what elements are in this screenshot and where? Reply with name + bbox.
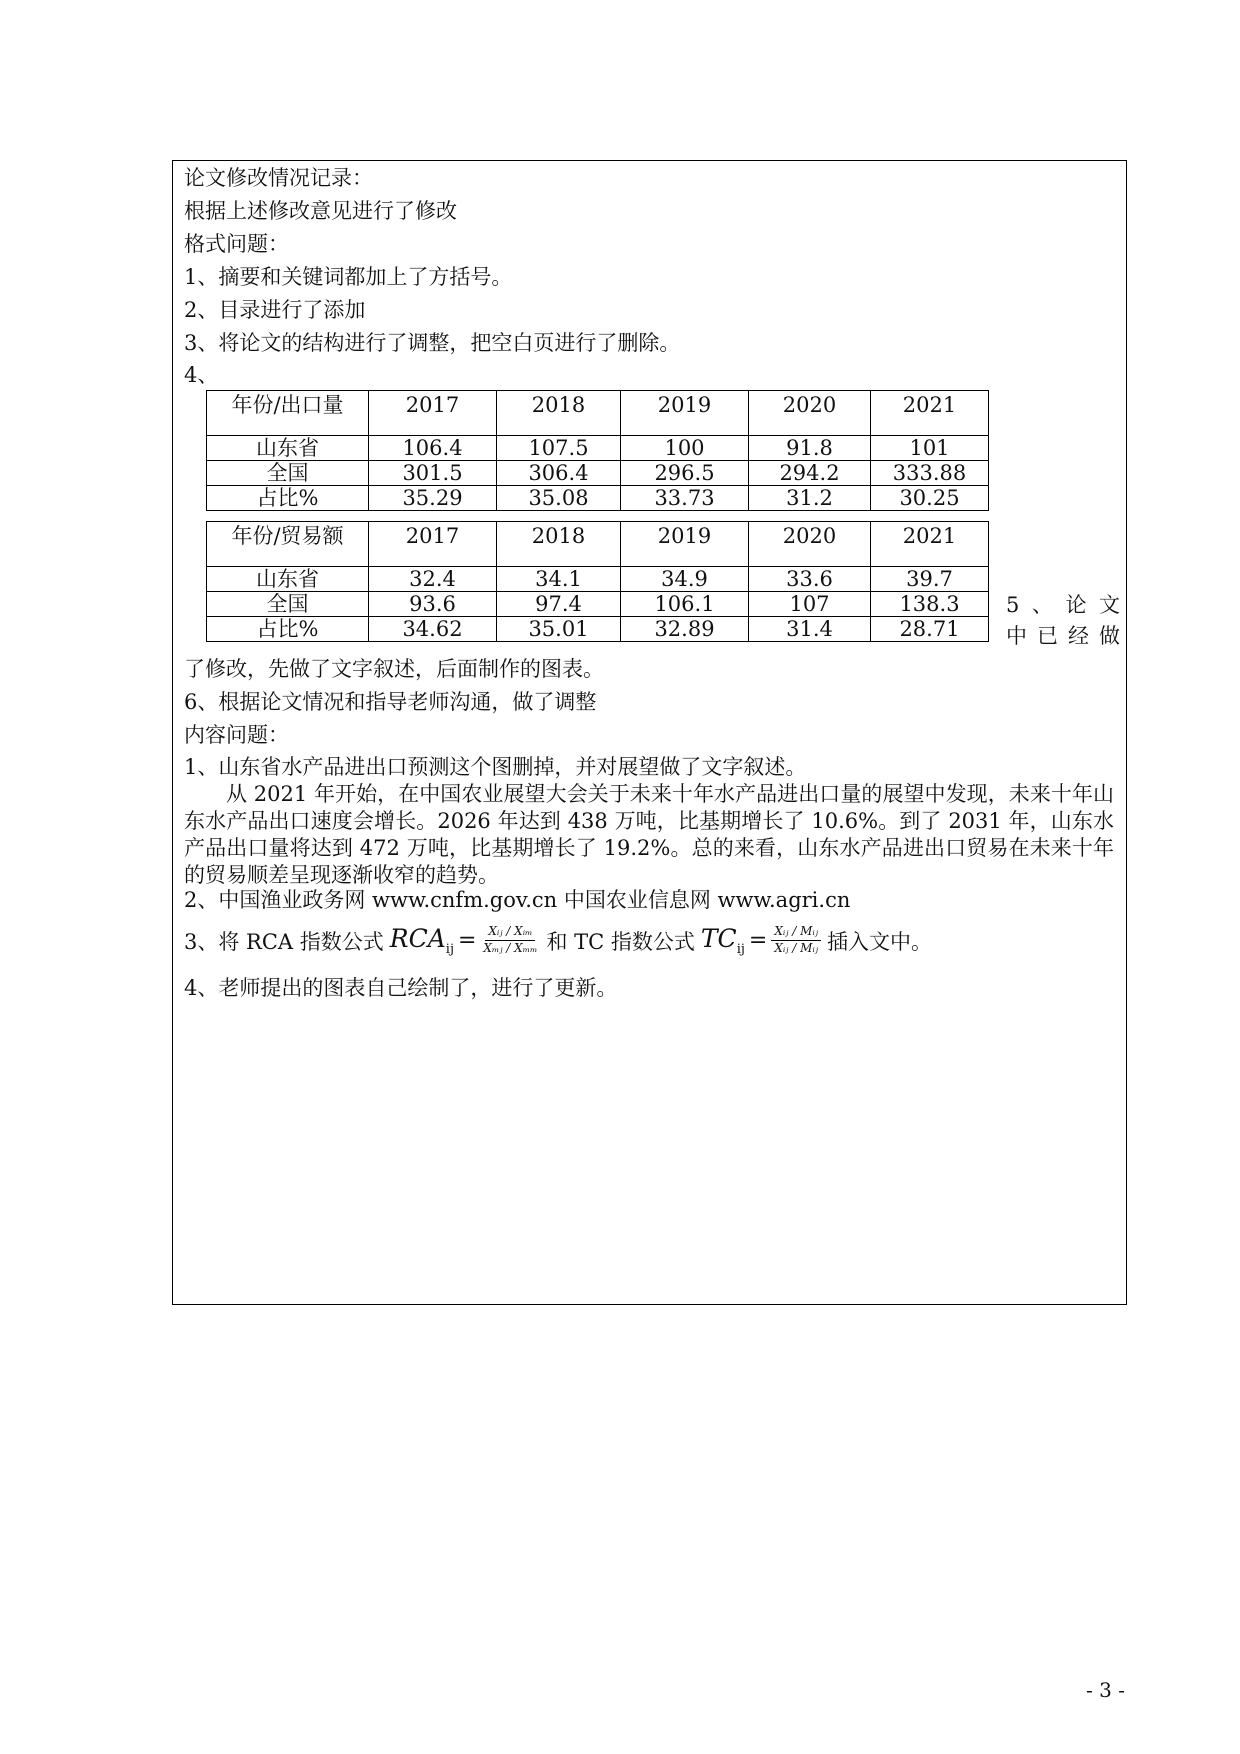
summary-line: 根据上述修改意见进行了修改 <box>184 199 457 223</box>
table-cell: 306.4 <box>497 461 621 486</box>
table-cell: 山东省 <box>207 567 369 592</box>
rca-formula-eq: = <box>457 928 477 953</box>
header-cell: 2018 <box>497 522 621 567</box>
format-heading: 格式问题： <box>184 232 289 256</box>
table-cell: 294.2 <box>749 461 871 486</box>
table-row <box>207 567 989 592</box>
table-cell: 301.5 <box>369 461 497 486</box>
content-heading: 内容问题： <box>184 723 289 747</box>
table-cell: 31.2 <box>749 486 871 511</box>
table-cell: 30.25 <box>871 486 989 511</box>
table-cell: 107 <box>749 592 871 617</box>
table-cell: 全国 <box>207 461 369 486</box>
record-title: 论文修改情况记录： <box>184 166 373 190</box>
rca-formula-lhs: RCA <box>389 924 446 953</box>
header-cell: 2018 <box>497 391 621 436</box>
header-cell: 2020 <box>749 522 871 567</box>
format-item-4: 4、 <box>184 363 219 387</box>
header-cell: 年份/贸易额 <box>207 522 369 567</box>
table-row <box>207 486 989 511</box>
table-cell: 93.6 <box>369 592 497 617</box>
table-cell: 33.6 <box>749 567 871 592</box>
content-item-3-mid: 和 TC 指数公式 <box>546 929 695 954</box>
table-row <box>207 436 989 461</box>
header-cell: 2019 <box>621 522 749 567</box>
table-header-row <box>207 391 989 436</box>
tc-formula-denominator: Xᵢⱼ / Mᵢⱼ <box>774 941 818 955</box>
table-cell: 35.08 <box>497 486 621 511</box>
table-cell: 全国 <box>207 592 369 617</box>
format-item-6: 6、根据论文情况和指导老师沟通，做了调整 <box>184 690 597 714</box>
format-item-2: 2、目录进行了添加 <box>184 298 366 322</box>
table-row <box>207 617 989 642</box>
outlook-paragraph: 从 2021 年开始，在中国农业展望大会关于未来十年水产品进出口量的展望中发现，未来十年山东水产品出口速度会增长。2026 年达到 438 万吨，比基期增长了 10.6%。到了 2031 年，山东水产品出口量将达到 472 万吨，比基期增长了 19.2%。总的来看，山东水产品进出口贸易在未来十年的贸易顺差呈现逐渐收窄的趋势。 <box>184 782 1114 887</box>
content-item-2: 2、中国渔业政务网 www.cnfm.gov.cn 中国农业信息网 www.agri.cn <box>184 888 851 912</box>
content-item-1: 1、山东省水产品进出口预测这个图删掉，并对展望做了文字叙述。 <box>184 755 807 779</box>
table-row <box>207 592 989 617</box>
table-cell: 31.4 <box>749 617 871 642</box>
format-item-3: 3、将论文的结构进行了调整，把空白页进行了删除。 <box>184 331 681 355</box>
format-item-5-head: 5、论文 <box>1006 593 1120 617</box>
table-cell: 32.4 <box>369 567 497 592</box>
table-cell: 35.29 <box>369 486 497 511</box>
table-cell: 28.71 <box>871 617 989 642</box>
format-item-5-tail: 了修改，先做了文字叙述，后面制作的图表。 <box>184 657 604 681</box>
tc-formula-lhs: TC <box>700 924 737 953</box>
content-item-1-paragraph <box>184 781 1114 889</box>
export-volume-table <box>206 390 989 511</box>
table-cell: 97.4 <box>497 592 621 617</box>
table-cell: 35.01 <box>497 617 621 642</box>
header-cell: 2021 <box>871 391 989 436</box>
table-cell: 32.89 <box>621 617 749 642</box>
tc-formula-eq: = <box>748 928 768 953</box>
rca-formula-denominator: Xₘⱼ / Xₘₘ <box>483 941 538 955</box>
rca-formula-sub: ij <box>445 942 454 957</box>
table-cell: 39.7 <box>871 567 989 592</box>
table-cell: 106.4 <box>369 436 497 461</box>
table-cell: 138.3 <box>871 592 989 617</box>
table-cell: 100 <box>621 436 749 461</box>
format-item-5-mid: 中已经做 <box>1006 624 1120 648</box>
table-cell: 333.88 <box>871 461 989 486</box>
content-item-3 <box>184 924 932 957</box>
table-cell: 33.73 <box>621 486 749 511</box>
table-cell: 91.8 <box>749 436 871 461</box>
table-cell: 占比% <box>207 617 369 642</box>
trade-value-table <box>206 521 989 642</box>
table-cell: 山东省 <box>207 436 369 461</box>
content-item-3-pre: 3、将 RCA 指数公式 <box>184 929 384 954</box>
format-item-1: 1、摘要和关键词都加上了方括号。 <box>184 265 513 289</box>
table-cell: 占比% <box>207 486 369 511</box>
header-cell: 2020 <box>749 391 871 436</box>
rca-formula <box>390 924 541 957</box>
header-cell: 2017 <box>369 391 497 436</box>
content-item-4: 4、老师提出的图表自己绘制了，进行了更新。 <box>184 976 618 1000</box>
table-cell: 34.1 <box>497 567 621 592</box>
table-row <box>207 461 989 486</box>
tc-formula-numerator: Xᵢⱼ / Mᵢⱼ <box>771 925 821 941</box>
tc-formula <box>701 924 821 957</box>
header-cell: 2017 <box>369 522 497 567</box>
table-header-row <box>207 522 989 567</box>
tc-formula-sub: ij <box>736 942 745 957</box>
content-item-3-post: 插入文中。 <box>827 929 932 954</box>
header-cell: 2021 <box>871 522 989 567</box>
header-cell: 2019 <box>621 391 749 436</box>
table-cell: 101 <box>871 436 989 461</box>
format-item-5-side <box>1006 590 1120 652</box>
page-number: - 3 - <box>1086 1678 1125 1702</box>
header-cell: 年份/出口量 <box>207 391 369 436</box>
table-cell: 107.5 <box>497 436 621 461</box>
rca-formula-numerator: Xᵢⱼ / Xᵢₘ <box>485 925 535 941</box>
table-cell: 106.1 <box>621 592 749 617</box>
table-cell: 296.5 <box>621 461 749 486</box>
table-cell: 34.9 <box>621 567 749 592</box>
table-cell: 34.62 <box>369 617 497 642</box>
